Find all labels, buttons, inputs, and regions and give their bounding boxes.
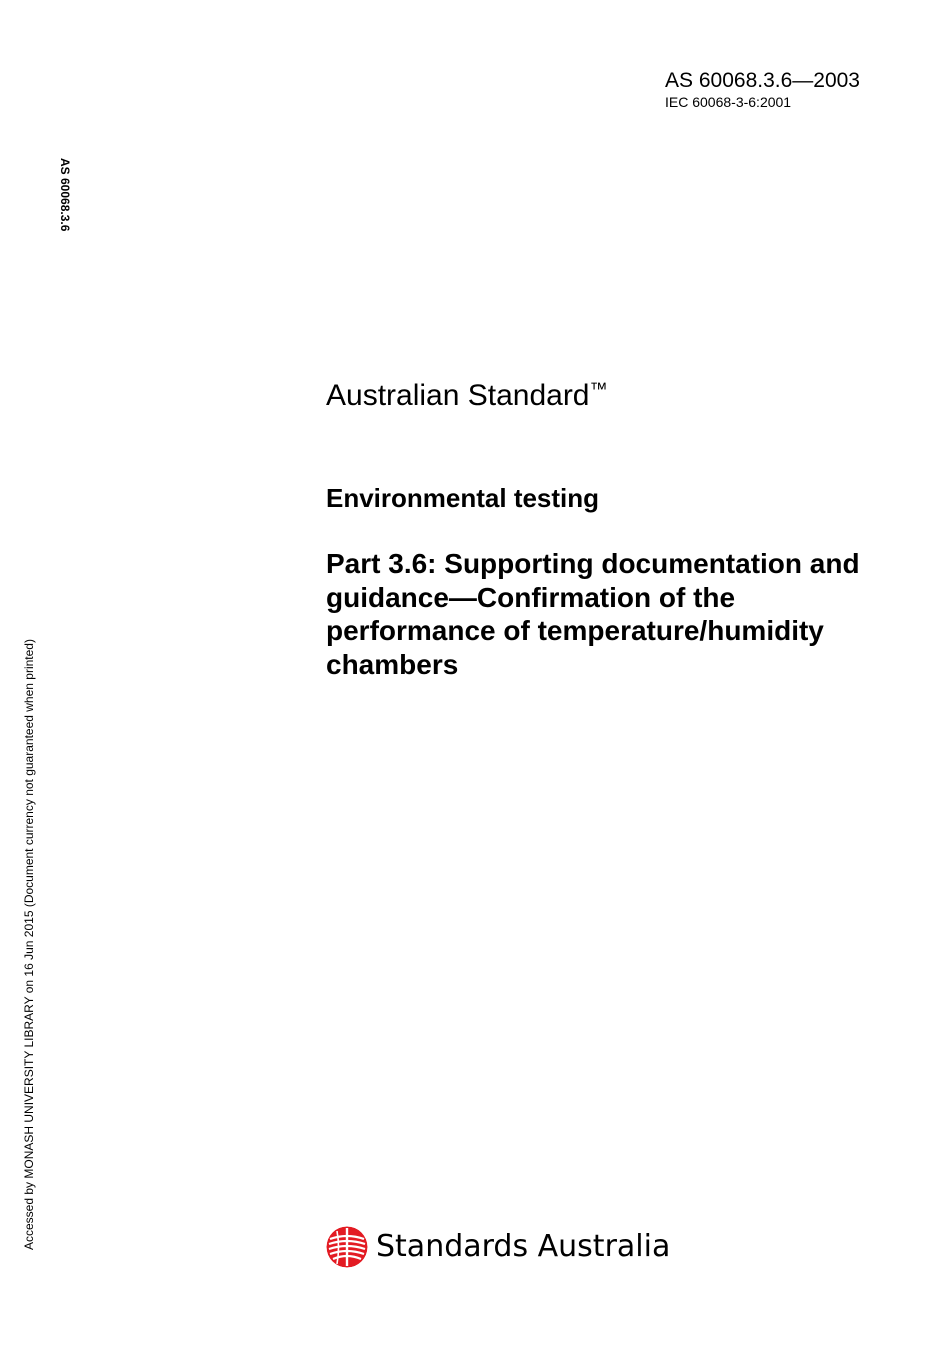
publisher-name: Standards Australia (376, 1229, 671, 1264)
access-note: Accessed by MONASH UNIVERSITY LIBRARY on 16 Jun 2015 (Document currency not guaranteed when printed) (22, 639, 36, 1250)
series-label (326, 378, 608, 414)
publisher-logo (326, 1225, 670, 1269)
document-subtitle: Part 3.6: Supporting documentation and guidance—Confirmation of the performance of temperature/humidity chambers (326, 548, 860, 680)
standards-australia-logo-icon (326, 1226, 368, 1268)
iec-number: IEC 60068-3-6:2001 (665, 94, 792, 110)
series-name: Australian Standard (326, 379, 590, 412)
standard-number: AS 60068.3.6—2003 (665, 69, 860, 92)
document-title: Environmental testing (326, 483, 600, 513)
spine-label: AS 60068.3.6 (58, 158, 72, 232)
trademark-symbol: ™ (589, 379, 608, 399)
